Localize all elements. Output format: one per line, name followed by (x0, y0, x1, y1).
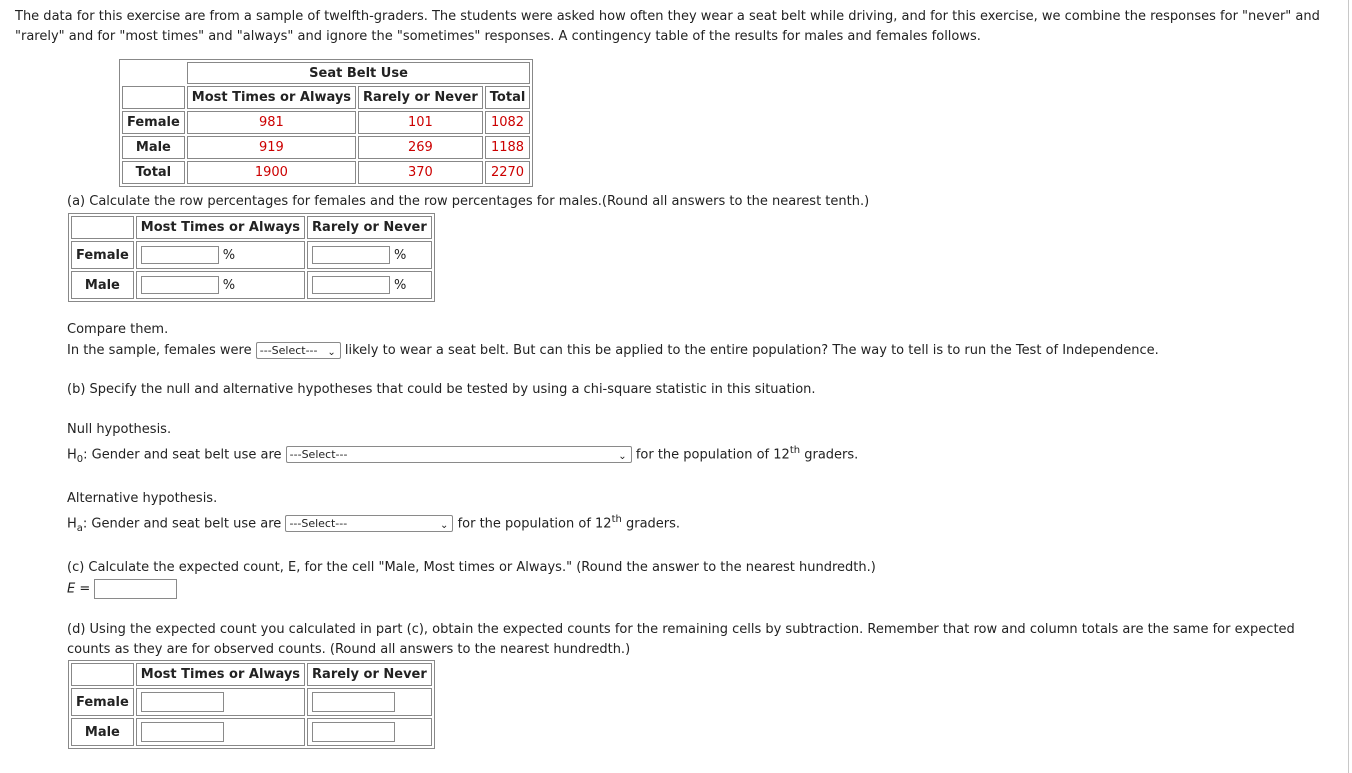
row-label: Total (122, 161, 185, 184)
cell-input (136, 271, 305, 299)
female-rarely-expected-input[interactable] (312, 692, 395, 712)
h-letter: H (67, 447, 77, 463)
table-row (71, 271, 432, 299)
expected-count-input[interactable] (94, 579, 177, 599)
cell-value: 269 (358, 136, 483, 159)
cell-value: 919 (187, 136, 356, 159)
null-hypothesis-select[interactable] (286, 446, 632, 463)
alt-hypothesis-line (67, 514, 680, 534)
blank-cell (71, 216, 134, 239)
hypothesis-text: : Gender and seat belt use are (83, 447, 282, 463)
compare-text-before: In the sample, females were (67, 343, 252, 358)
alt-hypothesis-label: Alternative hypothesis. (67, 491, 218, 506)
th-superscript: th (611, 514, 622, 525)
percent-sign: % (394, 277, 407, 293)
compare-label: Compare them. (67, 322, 169, 337)
cell-value: 1900 (187, 161, 356, 184)
select-value: ---Select--- (259, 344, 318, 357)
percent-sign: % (394, 247, 407, 263)
table-row (122, 136, 530, 159)
hypothesis-text: : Gender and seat belt use are (82, 516, 282, 532)
population-text: for the population of 12 (635, 447, 790, 463)
expected-counts-table (68, 660, 435, 749)
population-text: for the population of 12 (457, 516, 612, 532)
part-b-question: (b) Specify the null and alternative hypotheses that could be tested by using a chi-square statistic in this situation. (67, 382, 816, 397)
h-letter: H (67, 516, 77, 532)
contingency-table (119, 59, 533, 187)
part-d-question: (d) Using the expected count you calculated in part (c), obtain the expected counts for the remaining cells by subtraction. Remember that row and column totals are the same for expected counts as they are for observed counts. (Round all answers to the nearest hundredth.) (67, 622, 1295, 657)
row-label-female: Female (71, 688, 134, 716)
percent-sign: % (222, 247, 236, 263)
male-rarely-pct-input[interactable] (312, 276, 390, 294)
table-row (71, 718, 432, 746)
blank-cell (71, 663, 134, 686)
table-row (122, 161, 530, 184)
male-most-pct-input[interactable] (141, 276, 219, 294)
col-rarely: Rarely or Never (358, 86, 483, 109)
cell-input (136, 718, 305, 746)
cell-value: 981 (187, 111, 356, 134)
cell-input (307, 718, 432, 746)
h0-subscript: 0 (76, 453, 84, 465)
cell-input (136, 688, 305, 716)
row-label-male: Male (71, 271, 134, 299)
expected-count-line (67, 579, 177, 599)
table-row (71, 688, 432, 716)
row-label-female: Female (71, 241, 134, 269)
row-label: Male (122, 136, 185, 159)
likelihood-select[interactable] (256, 342, 341, 359)
row-label: Female (122, 111, 185, 134)
compare-text-after: likely to wear a seat belt. But can this be applied to the entire population? The way to tell is to run the Test of Independence. (344, 343, 1159, 358)
graders-text: graders. (804, 447, 859, 463)
col-most-times: Most Times or Always (136, 663, 305, 686)
blank-cell (122, 86, 185, 109)
col-most-times: Most Times or Always (136, 216, 305, 239)
e-label: E = (67, 581, 91, 597)
female-rarely-pct-input[interactable] (312, 246, 390, 264)
part-c-question: (c) Calculate the expected count, E, for the cell "Male, Most times or Always." (Round the answer to the nearest hundredth.) (67, 560, 876, 575)
percent-sign: % (222, 277, 236, 293)
graders-text: graders. (625, 516, 681, 532)
cell-input (307, 241, 432, 269)
part-a-question: (a) Calculate the row percentages for females and the row percentages for males.(Round all answers to the nearest tenth.) (67, 194, 870, 209)
cell-value: 1188 (485, 136, 531, 159)
chevron-down-icon: ⌄ (327, 347, 336, 358)
cell-input (307, 688, 432, 716)
col-total: Total (485, 86, 531, 109)
th-superscript: th (789, 445, 801, 456)
female-most-expected-input[interactable] (141, 692, 224, 712)
col-rarely: Rarely or Never (307, 663, 432, 686)
cell-value: 1082 (485, 111, 531, 134)
ha-subscript: a (76, 522, 83, 534)
col-rarely: Rarely or Never (307, 216, 432, 239)
chevron-down-icon: ⌄ (440, 520, 449, 532)
col-most-times: Most Times or Always (187, 86, 356, 109)
table-row (71, 241, 432, 269)
female-most-pct-input[interactable] (141, 246, 219, 264)
row-percent-table (68, 213, 435, 302)
male-most-expected-input[interactable] (141, 722, 224, 742)
cell-value: 2270 (485, 161, 531, 184)
row-label-male: Male (71, 718, 134, 746)
intro-text: The data for this exercise are from a sample of twelfth-graders. The students were asked how often they wear a seat belt while driving, and for this exercise, we combine the responses for "never" and "rarely" and for "most times" and "always" and ignore the "sometimes" responses. A contingency table of the results for males and females follows. (15, 9, 1320, 44)
null-hypothesis-label: Null hypothesis. (67, 422, 172, 437)
alt-hypothesis-select[interactable] (285, 515, 453, 532)
table-row (122, 111, 530, 134)
table-title: Seat Belt Use (187, 62, 531, 84)
cell-value: 370 (358, 161, 483, 184)
cell-input (307, 271, 432, 299)
select-value: ---Select--- (289, 448, 348, 462)
select-value: ---Select--- (289, 517, 348, 531)
cell-input (136, 241, 305, 269)
null-hypothesis-line (67, 445, 858, 465)
cell-value: 101 (358, 111, 483, 134)
compare-sentence (67, 342, 1159, 359)
male-rarely-expected-input[interactable] (312, 722, 395, 742)
chevron-down-icon: ⌄ (618, 451, 627, 463)
